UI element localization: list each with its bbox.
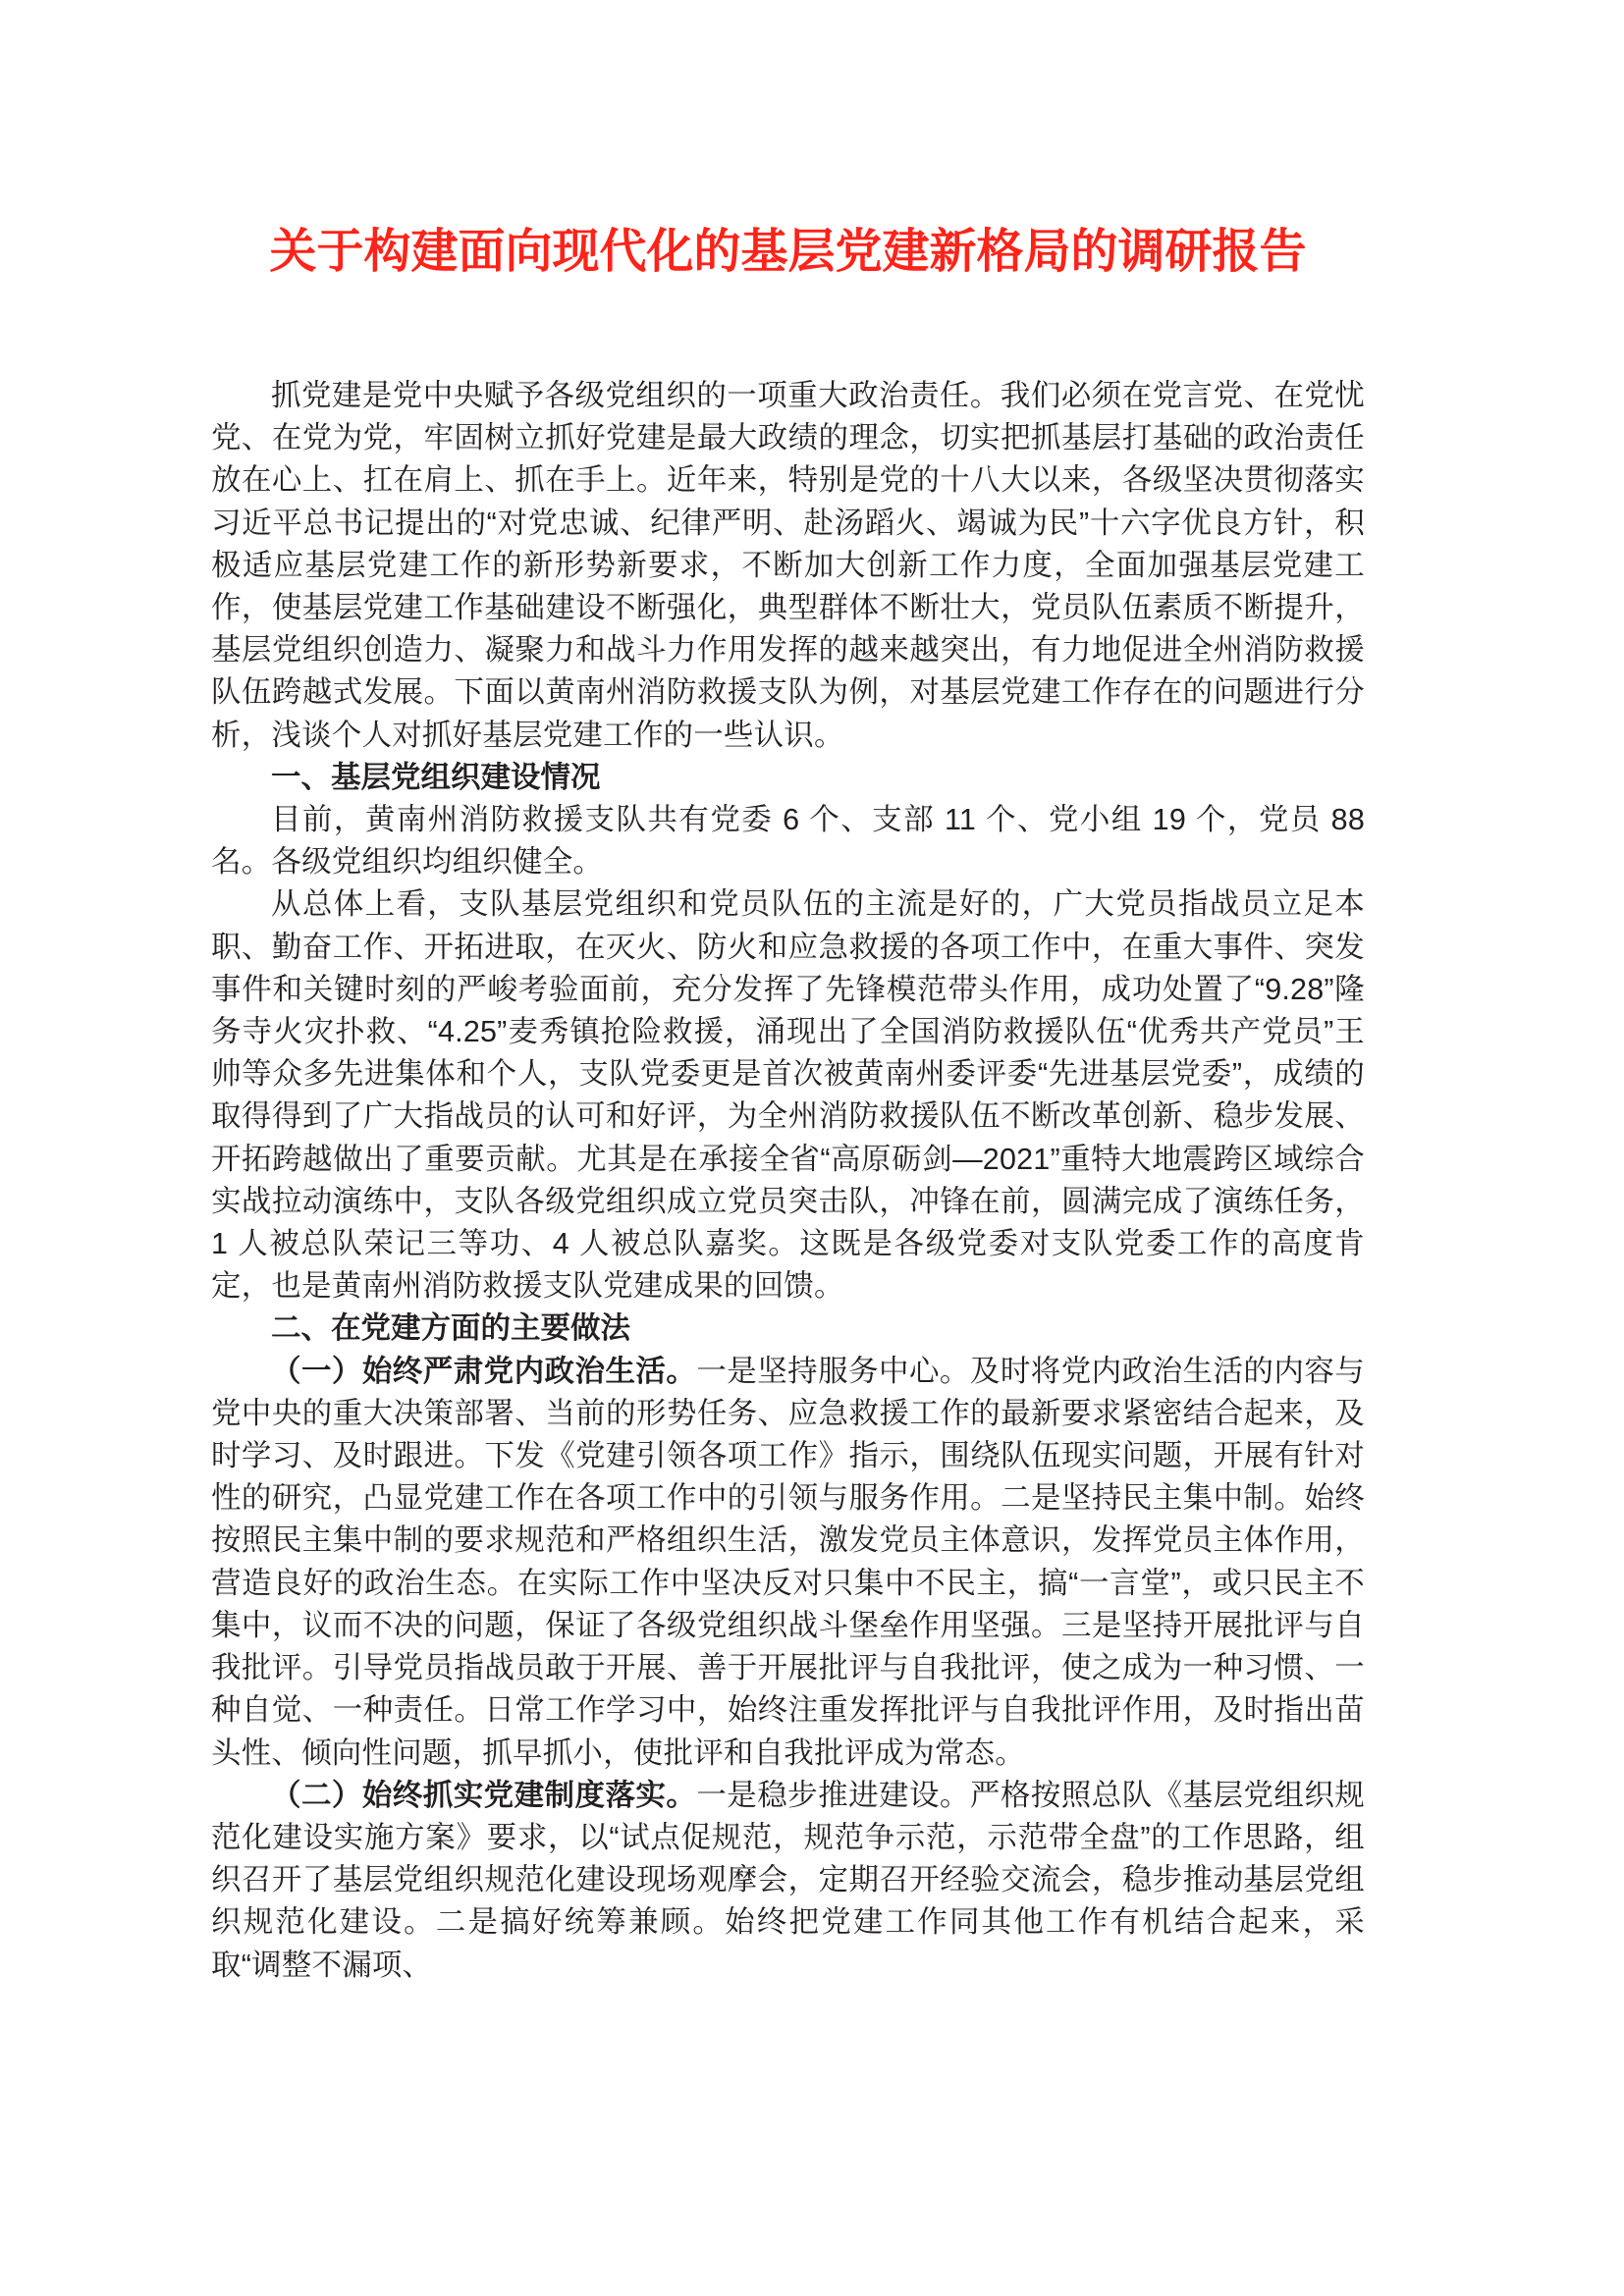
page-title: 关于构建面向现代化的基层党建新格局的调研报告	[269, 226, 1307, 278]
subsection-two-body: 一是稳步推进建设。严格按照总队《基层党组织规范化建设实施方案》要求，以“试点促规范，规范争示范，示范带全盘”的工作思路，组织召开了基层党组织规范化建设现场观摩会，定期召开经验交流会，稳步推动基层党组织规范化建设。二是搞好统筹兼顾。始终把党建工作同其他工作有机结合起来，采取“调整不漏项、	[211, 1778, 1365, 1982]
paragraph-subsection-one	[211, 1351, 1365, 1775]
title-body-spacer	[211, 289, 1365, 375]
subsection-one-body: 一是坚持服务中心。及时将党内政治生活的内容与党中央的重大决策部署、当前的形势任务、应急救援工作的最新要求紧密结合起来，及时学习、及时跟进。下发《党建引领各项工作》指示，围绕队伍现实问题，开展有针对性的研究，凸显党建工作在各项工作中的引领与服务作用。二是坚持民主集中制。始终按照民主集中制的要求规范和严格组织生活，激发党员主体意识，发挥党员主体作用，营造良好的政治生态。在实际工作中坚决反对只集中不民主，搞“一言堂”，或只民主不集中，议而不决的问题，保证了各级党组织战斗堡垒作用坚强。三是坚持开展批评与自我批评。引导党员指战员敢于开展、善于开展批评与自我批评，使之成为一种习惯、一种自觉、一种责任。日常工作学习中，始终注重发挥批评与自我批评作用，及时指出苗头性、倾向性问题，抓早抓小，使批评和自我批评成为常态。	[211, 1354, 1365, 1770]
subsection-two-lead: （二）始终抓实党建制度落实。	[271, 1778, 697, 1812]
section-heading-one: 一、基层党组织建设情况	[271, 760, 601, 794]
paragraph-intro: 抓党建是党中央赋予各级党组织的一项重大政治责任。我们必须在党言党、在党忧党、在党为党，牢固树立抓好党建是最大政绩的理念，切实把抓基层打基础的政治责任放在心上、扛在肩上、抓在手上。近年来，特别是党的十八大以来，各级坚决贯彻落实习近平总书记提出的“对党忠诚、纪律严明、赴汤蹈火、竭诚为民”十六字优良方针，积极适应基层党建工作的新形势新要求，不断加大创新工作力度，全面加强基层党建工作，使基层党建工作基础建设不断强化，典型群体不断壮大，党员队伍素质不断提升，基层党组织创造力、凝聚力和战斗力作用发挥的越来越突出，有力地促进全州消防救援队伍跨越式发展。下面以黄南州消防救援支队为例，对基层党建工作存在的问题进行分析，浅谈个人对抓好基层党建工作的一些认识。	[211, 379, 1365, 752]
paragraph-overall-situation: 从总体上看，支队基层党组织和党员队伍的主流是好的，广大党员指战员立足本职、勤奋工作、开拓进取，在灭火、防火和应急救援的各项工作中，在重大事件、突发事件和关键时刻的严峻考验面前，充分发挥了先锋模范带头作用，成功处置了“9.28”隆务寺火灾扑救、“4.25”麦秀镇抢险救援，涌现出了全国消防救援队伍“优秀共产党员”王帅等众多先进集体和个人，支队党委更是首次被黄南州委评委“先进基层党委”，成绩的取得得到了广大指战员的认可和好评，为全州消防救援队伍不断改革创新、稳步发展、开拓跨越做出了重要贡献。尤其是在承接全省“高原砺剑—2021”重特大地震跨区域综合实战拉动演练中，支队各级党组织成立党员突击队，冲锋在前，圆满完成了演练任务，1 人被总队荣记三等功、4 人被总队嘉奖。这既是各级党委对支队党委工作的高度肯定，也是黄南州消防救援支队党建成果的回馈。	[211, 887, 1365, 1304]
document-content	[211, 0, 1365, 1987]
paragraph-subsection-two	[211, 1775, 1365, 1987]
subsection-one-lead: （一）始终严肃党内政治生活。	[271, 1354, 697, 1388]
paragraph-org-stats: 目前，黄南州消防救援支队共有党委 6 个、支部 11 个、党小组 19 个，党员 88 名。各级党组织均组织健全。	[211, 803, 1365, 880]
section-heading-two: 二、在党建方面的主要做法	[271, 1311, 630, 1346]
